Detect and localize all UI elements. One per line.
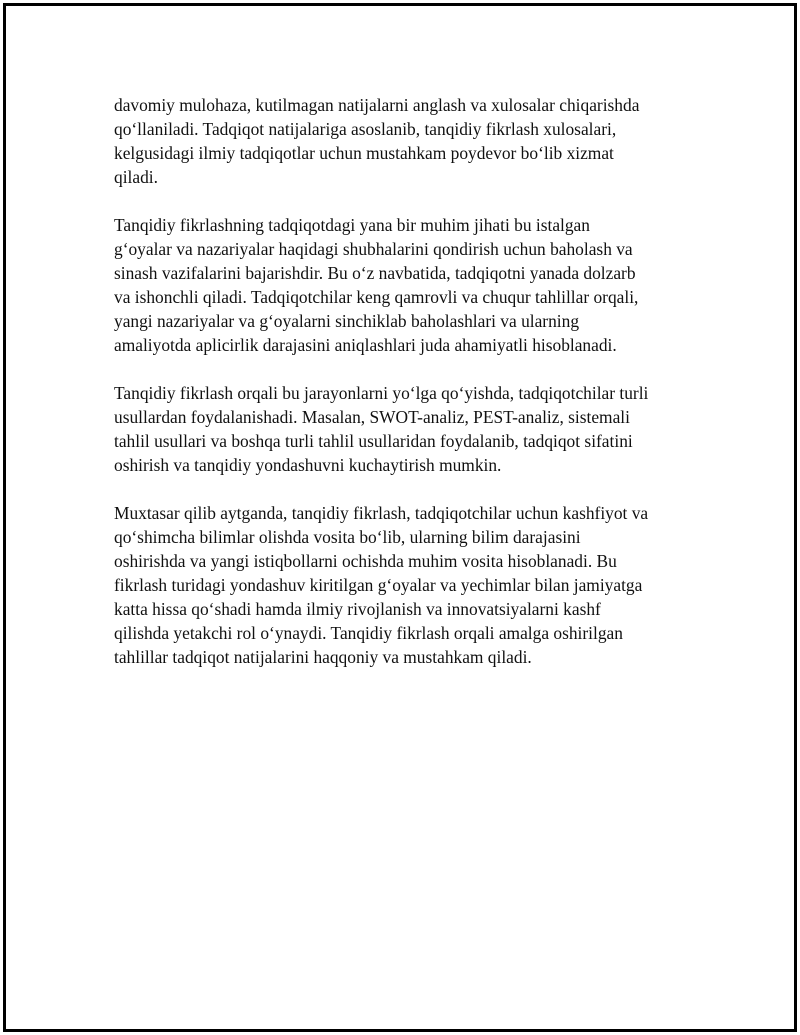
text-line: sinash vazifalarini bajarishdir. Bu o‘z navbatida, tadqiqotni yanada dolzarb	[114, 263, 636, 283]
paragraph-1	[114, 93, 698, 189]
text-line: yangi nazariyalar va g‘oyalarni sinchiklab baholashlari va ularning	[114, 311, 580, 331]
text-line: tahlil usullari va boshqa turli tahlil usullaridan foydalanib, tadqiqot sifatini	[114, 431, 633, 451]
text-line: Tanqidiy fikrlash orqali bu jarayonlarni yo‘lga qo‘yishda, tadqiqotchilar turli	[114, 383, 649, 403]
text-line: oshirish va tanqidiy yondashuvni kuchaytirish mumkin.	[114, 455, 502, 475]
text-line: oshirishda va yangi istiqbollarni ochishda muhim vosita hisoblanadi. Bu	[114, 551, 617, 571]
text-line: g‘oyalar va nazariyalar haqidagi shubhalarini qondirish uchun baholash va	[114, 239, 633, 259]
document-body	[114, 93, 698, 693]
text-line: Tanqidiy fikrlashning tadqiqotdagi yana bir muhim jihati bu istalgan	[114, 215, 590, 235]
text-line: qo‘shimcha bilimlar olishda vosita bo‘lib, ularning bilim darajasini	[114, 527, 581, 547]
text-line: qilishda yetakchi rol o‘ynaydi. Tanqidiy fikrlash orqali amalga oshirilgan	[114, 623, 623, 643]
text-line: amaliyotda aplicirlik darajasini aniqlashlari juda ahamiyatli hisoblanadi.	[114, 335, 617, 355]
text-line: Muxtasar qilib aytganda, tanqidiy fikrlash, tadqiqotchilar uchun kashfiyot va	[114, 503, 649, 523]
text-line: va ishonchli qiladi. Tadqiqotchilar keng qamrovli va chuqur tahlillar orqali,	[114, 287, 639, 307]
text-line: qiladi.	[114, 167, 158, 187]
text-line: qo‘llaniladi. Tadqiqot natijalariga asoslanib, tanqidiy fikrlash xulosalari,	[114, 119, 617, 139]
text-line: fikrlash turidagi yondashuv kiritilgan g‘oyalar va yechimlar bilan jamiyatga	[114, 575, 643, 595]
paragraph-2	[114, 213, 698, 357]
paragraph-4	[114, 501, 698, 669]
text-line: tahlillar tadqiqot natijalarini haqqoniy va mustahkam qiladi.	[114, 647, 532, 667]
text-line: kelgusidagi ilmiy tadqiqotlar uchun mustahkam poydevor bo‘lib xizmat	[114, 143, 614, 163]
text-line: davomiy mulohaza, kutilmagan natijalarni anglash va xulosalar chiqarishda	[114, 95, 640, 115]
text-line: usullardan foydalanishadi. Masalan, SWOT-analiz, PEST-analiz, sistemali	[114, 407, 630, 427]
text-line: katta hissa qo‘shadi hamda ilmiy rivojlanish va innovatsiyalarni kashf	[114, 599, 601, 619]
paragraph-3	[114, 381, 698, 477]
